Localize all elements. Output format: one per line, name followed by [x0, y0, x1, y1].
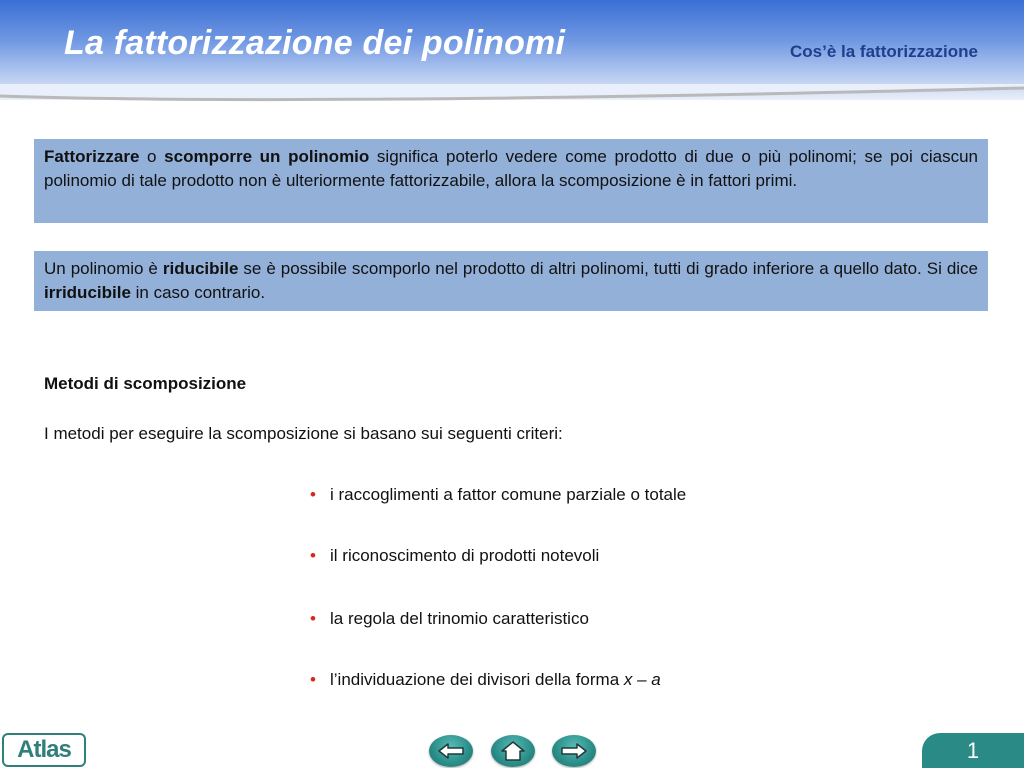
list-item [310, 485, 686, 505]
next-button[interactable] [552, 735, 596, 767]
list-item-text: i raccoglimenti a fattor comune parziale o totale [330, 485, 687, 504]
term-fattorizzare: Fattorizzare [44, 147, 140, 166]
list-item-text: il riconoscimento di prodotti notevoli [330, 546, 600, 565]
reducible-text-2: se è possibile scomporlo nel prodotto di altri polinomi, tutti di grado inferiore a quello dato. Si dice [238, 259, 979, 278]
bullet-icon: • [310, 609, 316, 628]
page-title: La fattorizzazione dei polinomi [64, 24, 566, 62]
arrow-right-icon [560, 742, 588, 760]
list-item [310, 670, 661, 690]
term-irriducibile: irriducibile [44, 283, 131, 302]
math-expression: x – a [623, 670, 661, 689]
bullet-icon: • [310, 546, 316, 565]
term-riducibile: riducibile [162, 259, 239, 278]
list-item-text-part: l’individuazione dei divisori della forma [330, 670, 624, 689]
header-divider-curve [0, 84, 1024, 108]
list-item-text: la regola del trinomio caratteristico [330, 609, 589, 628]
definition-text: significa poterlo vedere come prodotto di due o più polinomi; se poi ciascun polinomio di tale prodotto non è ulteriormente fattorizzabile, allora la scomposizione è in fattori primi. [44, 147, 978, 190]
methods-heading: Metodi di scomposizione [44, 374, 247, 393]
list-item [310, 546, 599, 566]
reducible-box [34, 251, 988, 311]
reducible-text-3: in caso contrario. [130, 283, 266, 302]
bullet-icon: • [310, 485, 316, 504]
home-icon [500, 740, 526, 762]
atlas-logo: Atlas [2, 733, 86, 767]
section-subtitle: Cos’è la fattorizzazione [790, 42, 978, 61]
reducible-text-1: Un polinomio è [44, 259, 163, 278]
conjunction: o [139, 147, 165, 166]
bullet-icon: • [310, 670, 316, 689]
list-item [310, 609, 589, 629]
methods-intro: I metodi per eseguire la scomposizione si basano sui seguenti criteri: [44, 424, 563, 443]
home-button[interactable] [491, 735, 535, 767]
term-scomporre: scomporre un polinomio [164, 147, 370, 166]
list-item-text [330, 670, 661, 690]
definition-box [34, 139, 988, 223]
previous-button[interactable] [429, 735, 473, 767]
arrow-left-icon [437, 742, 465, 760]
page-number: 1 [922, 733, 1024, 768]
